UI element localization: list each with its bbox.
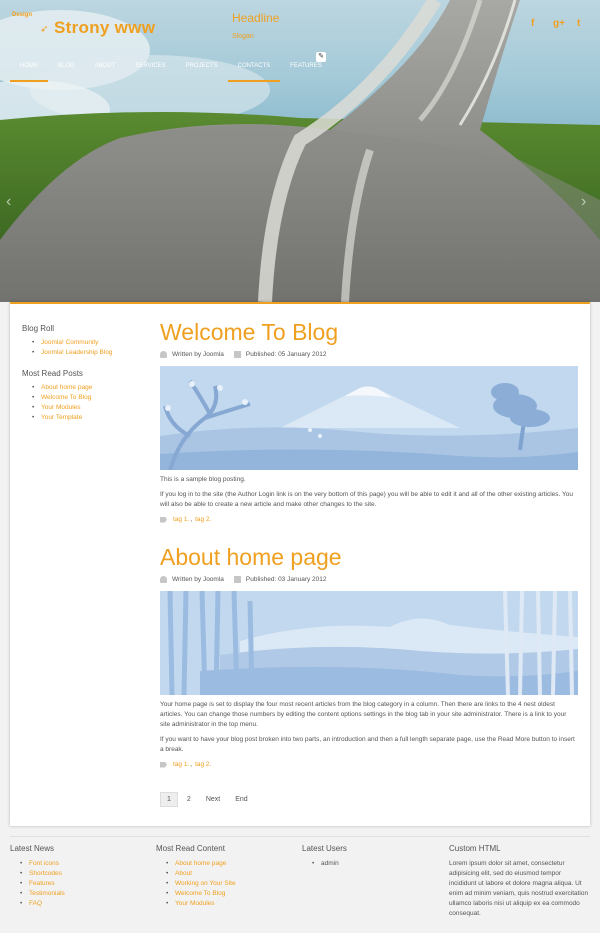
slider-prev-icon[interactable]: ‹	[6, 193, 12, 210]
slider-next-icon[interactable]: ›	[581, 193, 587, 210]
footer-user: • admin	[312, 859, 442, 869]
road-illustration	[0, 0, 600, 302]
edit-icon[interactable]: ✎	[316, 52, 326, 62]
tumblr-icon[interactable]: t	[577, 18, 581, 29]
facebook-icon[interactable]: f	[531, 18, 535, 29]
article-title[interactable]: Welcome To Blog	[160, 319, 339, 345]
google-plus-icon[interactable]: g+	[553, 18, 565, 29]
article-title[interactable]: About home page	[160, 544, 342, 570]
blog-roll-title: Blog Roll	[22, 324, 55, 333]
footer-link[interactable]: • About home page	[166, 859, 296, 869]
most-read-posts-list	[22, 383, 142, 423]
pagination	[160, 792, 257, 807]
footer-link[interactable]: • FAQ	[20, 899, 150, 909]
site-name: Strony www	[54, 18, 156, 37]
footer-link[interactable]: • Testimonials	[20, 889, 150, 899]
tag-link[interactable]: tag 2.	[195, 761, 212, 768]
most-read-link[interactable]: • About home page	[32, 383, 142, 393]
bird-icon: ➶	[40, 24, 49, 35]
tag-icon	[160, 762, 167, 768]
footer-link[interactable]: • Your Modules	[166, 899, 296, 909]
main-nav	[10, 56, 332, 82]
blog-roll-link[interactable]: • Joomla! Leadership Blog	[32, 348, 142, 358]
nav-contacts[interactable]: CONTACTS	[228, 56, 281, 82]
footer-most-read	[156, 844, 296, 909]
article-meta	[160, 349, 578, 359]
nav-services[interactable]: SERVICES	[135, 63, 166, 69]
footer-col-title: Latest News	[10, 844, 55, 853]
footer-link[interactable]: • Welcome To Blog	[166, 889, 296, 899]
footer-link[interactable]: • About	[166, 869, 296, 879]
calendar-icon	[234, 351, 241, 358]
headline-slogan: Slogan	[232, 33, 254, 40]
page-2[interactable]: 2	[186, 796, 191, 803]
footer-link[interactable]: • Shortcodes	[20, 869, 150, 879]
article-image	[160, 591, 578, 695]
footer-link[interactable]: • Working on Your Site	[166, 879, 296, 889]
page-1[interactable]: 1	[160, 792, 178, 807]
logo-small-text: Design	[12, 12, 33, 18]
article-meta	[160, 574, 578, 584]
nav-features[interactable]: FEATURES	[290, 63, 322, 69]
page-end[interactable]: End	[235, 796, 248, 803]
article-welcome	[160, 318, 578, 523]
article-body	[160, 700, 578, 755]
blog-roll-link[interactable]: • Joomla! Community	[32, 338, 142, 348]
sidebar	[22, 324, 142, 434]
nav-blog[interactable]: BLOG	[58, 63, 75, 69]
hero-slider	[0, 0, 600, 302]
author-icon	[160, 576, 167, 583]
nav-home[interactable]: HOME	[10, 56, 48, 82]
footer-latest-news	[10, 844, 150, 909]
most-read-link[interactable]: • Welcome To Blog	[32, 393, 142, 403]
author-icon	[160, 351, 167, 358]
article-author: Written by Joomla	[172, 575, 224, 583]
footer	[10, 836, 590, 917]
footer-col-title: Custom HTML	[449, 844, 501, 853]
nav-about[interactable]: ABOUT	[94, 63, 116, 69]
most-read-posts-title: Most Read Posts	[22, 369, 83, 378]
most-read-link[interactable]: • Your Template	[32, 413, 142, 423]
blog-roll-list	[22, 338, 142, 358]
tag-link[interactable]: tag 1.	[173, 761, 190, 768]
article-paragraph: This is a sample blog posting.	[160, 476, 246, 483]
article-tags: tag 1. , tag 2.	[160, 761, 578, 768]
footer-link[interactable]: • Font icons	[20, 859, 150, 869]
article-paragraph: Your home page is set to display the four most recent articles from the blog category in a column. Then there are links to the 4 nest oldest articles. You can change those numbers by editing the content options settings in the blog tab in your site administrator. There is a link to your site administrator in the top menu.	[160, 701, 567, 728]
article-image	[160, 366, 578, 470]
article-body	[160, 475, 578, 510]
article-author: Written by Joomla	[172, 350, 224, 358]
headline: Headline	[232, 11, 280, 25]
footer-link[interactable]: • Features	[20, 879, 150, 889]
tag-link[interactable]: tag 2.	[195, 516, 212, 523]
footer-col-title: Most Read Content	[156, 844, 225, 853]
article-about	[160, 543, 578, 768]
calendar-icon	[234, 576, 241, 583]
footer-col-title: Latest Users	[302, 844, 347, 853]
footer-latest-users	[302, 844, 442, 869]
article-published: Published: 03 January 2012	[245, 575, 327, 583]
main-content	[10, 302, 590, 826]
article-published: Published: 05 January 2012	[245, 350, 327, 358]
tag-icon	[160, 517, 167, 523]
tag-link[interactable]: tag 1.	[173, 516, 190, 523]
nav-projects[interactable]: PROJECTS	[185, 63, 218, 69]
most-read-link[interactable]: • Your Modules	[32, 403, 142, 413]
article-tags: tag 1. , tag 2.	[160, 516, 578, 523]
article-paragraph: If you want to have your blog post broken into two parts, an introduction and then a full length separate page, use the Read More button to insert a break.	[160, 736, 575, 753]
footer-custom-text: Lorem ipsum dolor sit amet, consectetur adipisicing elit, sed do eiusmod tempor incididunt ut labore et dolore magna aliqua. Ut enim ad minim veniam, quis nostrud exercitation ullamco laboris nisi ut aliquip ex ea commodo consequat.	[449, 860, 589, 917]
article-paragraph: If you log in to the site (the Author Login link is on the very bottom of this page) you will be able to edit it and all of the other existing articles. You will also be able to create a new article and make other changes to the site.	[160, 491, 573, 508]
page-next[interactable]: Next	[205, 796, 221, 803]
footer-custom-html	[449, 844, 589, 919]
